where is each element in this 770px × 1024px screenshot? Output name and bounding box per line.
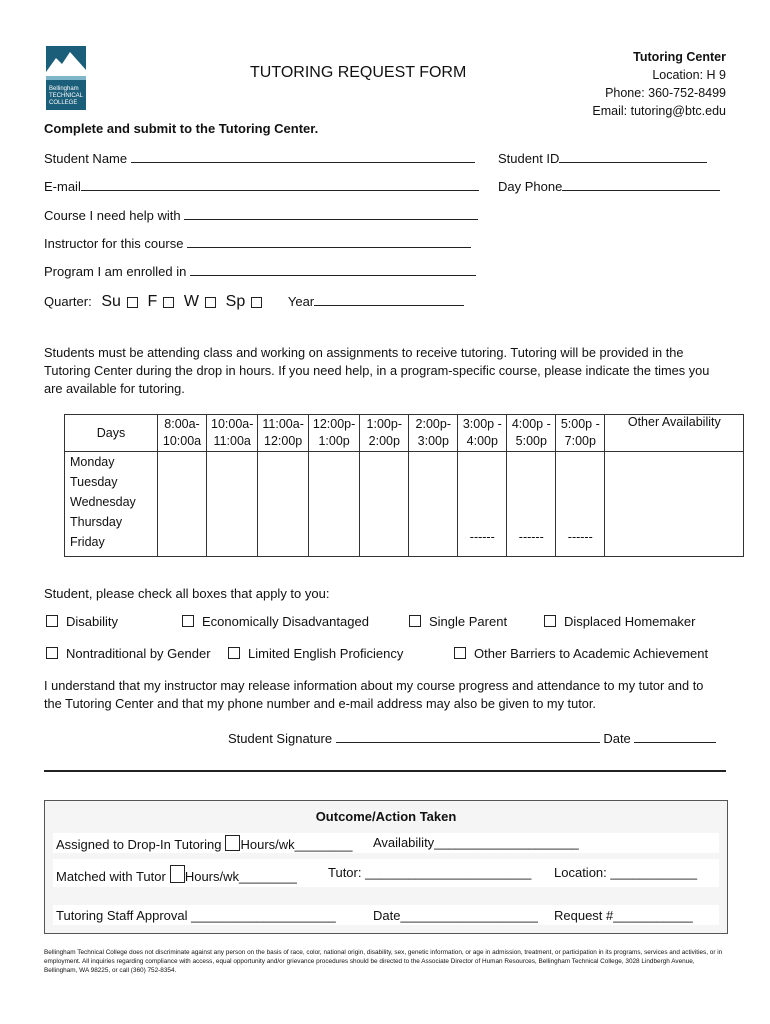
quarter-label: Quarter: bbox=[44, 294, 92, 309]
instructions: Complete and submit to the Tutoring Center. bbox=[44, 121, 319, 136]
nondiscrimination-footer: Bellingham Technical College does not discriminate against any person on the basis of race, color, national origin, disability, sex, genetic information, or age in admission, treatment, or participation in its programs, services and activities, or in employment. All inquiries regarding compliance with access, equal opportunity and/or grievance procedures should be directed to the Associate Director of Human Resources, Bellingham Technical College, 3028 Lindbergh Avenue, Bellingham, WA 98225, or call (360) 752-8354. bbox=[44, 949, 723, 974]
day-label: Thursday bbox=[70, 515, 123, 529]
course-label: Course I need help with bbox=[44, 208, 181, 223]
checkbox-nontraditional[interactable] bbox=[46, 646, 211, 661]
checkbox-label: Disability bbox=[66, 614, 119, 629]
email-label: E-mail bbox=[44, 179, 81, 194]
day-phone-line[interactable] bbox=[562, 179, 720, 191]
checkbox-icon[interactable] bbox=[228, 647, 240, 659]
approval-text: Tutoring Staff Approval ____________________ bbox=[56, 908, 336, 923]
slot-cell[interactable] bbox=[556, 452, 605, 557]
checkbox-other-barriers[interactable] bbox=[454, 646, 708, 661]
assigned-text: Assigned to Drop-In Tutoring bbox=[56, 837, 222, 852]
student-id-line[interactable] bbox=[559, 151, 707, 163]
checkbox-disability[interactable] bbox=[46, 614, 118, 629]
signature-row bbox=[228, 731, 716, 746]
slot-header bbox=[409, 415, 458, 452]
checkbox-icon[interactable] bbox=[544, 615, 556, 627]
slot-cell[interactable] bbox=[360, 452, 409, 557]
slot-cell[interactable] bbox=[409, 452, 458, 557]
hours2-text: Hours/wk________ bbox=[184, 869, 297, 884]
tutor-text: Tutor: _______________________ bbox=[328, 865, 532, 880]
phone-text: Phone: 360-752-8499 bbox=[605, 86, 726, 100]
slot-header bbox=[258, 415, 308, 452]
approval-date-text: Date___________________ bbox=[373, 908, 538, 923]
quarter-f-label: F bbox=[147, 293, 158, 310]
consent-text: I understand that my instructor may release information about my course progress and attendance to my tutor and to the Tutoring Center and that my phone number and e-mail address may also be given to my tutor. bbox=[44, 678, 704, 711]
course-field[interactable] bbox=[44, 208, 478, 223]
table-header-row bbox=[65, 415, 744, 452]
year-line[interactable] bbox=[314, 294, 464, 306]
slot-end: 2:00p bbox=[368, 434, 400, 448]
outcome-title: Outcome/Action Taken bbox=[315, 809, 457, 824]
day-label: Monday bbox=[70, 455, 115, 469]
checkbox-icon[interactable] bbox=[46, 615, 58, 627]
days-header: Days bbox=[65, 415, 158, 452]
slot-header bbox=[360, 415, 409, 452]
checkbox-single-parent[interactable] bbox=[409, 614, 507, 629]
checkbox-economically-disadvantaged[interactable] bbox=[182, 614, 369, 629]
day-phone-field[interactable] bbox=[498, 179, 720, 194]
checkbox-icon[interactable] bbox=[454, 647, 466, 659]
student-id-field[interactable] bbox=[498, 151, 707, 166]
slot-cell[interactable] bbox=[158, 452, 207, 557]
friday-dash: ------ bbox=[567, 530, 593, 544]
slot-start: 1:00p- bbox=[366, 417, 402, 431]
friday-dash: ------ bbox=[518, 530, 544, 544]
program-line[interactable] bbox=[190, 264, 476, 276]
student-name-line[interactable] bbox=[131, 151, 475, 163]
request-text: Request #___________ bbox=[554, 908, 693, 923]
day-phone-label: Day Phone bbox=[498, 179, 563, 194]
table-body-row bbox=[65, 452, 744, 557]
signature-label: Student Signature bbox=[228, 731, 333, 746]
quarter-field bbox=[44, 293, 464, 311]
slot-start: 4:00p - bbox=[511, 417, 551, 431]
checkbox-displaced-homemaker[interactable] bbox=[544, 614, 696, 629]
date-label: Date bbox=[603, 731, 631, 746]
day-label: Tuesday bbox=[70, 475, 118, 489]
slot-cell[interactable] bbox=[458, 452, 507, 557]
day-label: Wednesday bbox=[70, 495, 136, 509]
assigned-checkbox[interactable] bbox=[225, 835, 240, 851]
checkbox-icon[interactable] bbox=[409, 615, 421, 627]
signature-date-line[interactable] bbox=[634, 731, 716, 743]
mountain-logo-icon bbox=[46, 46, 86, 110]
slot-cell[interactable] bbox=[507, 452, 556, 557]
availability-text: Availability____________________ bbox=[373, 835, 579, 850]
slot-cell[interactable] bbox=[258, 452, 308, 557]
location-text: Location: H 9 bbox=[652, 68, 726, 82]
course-line[interactable] bbox=[184, 208, 478, 220]
slot-end: 3:00p bbox=[417, 434, 449, 448]
instructor-line[interactable] bbox=[187, 236, 471, 248]
slot-header bbox=[507, 415, 556, 452]
outcome-row-matched bbox=[53, 859, 719, 887]
slot-cell[interactable] bbox=[308, 452, 359, 557]
slot-start: 3:00p - bbox=[462, 417, 502, 431]
slot-cell[interactable] bbox=[207, 452, 258, 557]
day-label: Friday bbox=[70, 535, 105, 549]
assigned-label bbox=[56, 835, 353, 852]
slot-end: 7:00p bbox=[564, 434, 596, 448]
slot-start: 11:00a- bbox=[262, 417, 304, 431]
quarter-f-checkbox[interactable] bbox=[163, 297, 174, 308]
matched-checkbox[interactable] bbox=[170, 865, 185, 883]
checkbox-label: Nontraditional by Gender bbox=[66, 646, 211, 661]
year-label: Year bbox=[287, 294, 315, 309]
checkbox-limited-english[interactable] bbox=[228, 646, 403, 661]
slot-end: 1:00p bbox=[318, 434, 350, 448]
slot-end: 4:00p bbox=[466, 434, 498, 448]
slot-end: 5:00p bbox=[515, 434, 547, 448]
checkbox-label: Single Parent bbox=[429, 614, 508, 629]
days-column bbox=[65, 452, 158, 557]
slot-start: 8:00a- bbox=[164, 417, 200, 431]
slot-start: 12:00p- bbox=[312, 417, 356, 431]
outcome-row-assigned bbox=[53, 833, 719, 853]
logo-text-2: TECHNICAL bbox=[49, 93, 84, 99]
other-availability-header: Other Availability bbox=[605, 415, 744, 452]
slot-end: 11:00a bbox=[213, 434, 251, 448]
slot-end: 10:00a bbox=[162, 434, 202, 448]
instructor-field[interactable] bbox=[44, 236, 471, 251]
slot-header bbox=[556, 415, 605, 452]
checkbox-label: Limited English Proficiency bbox=[248, 646, 404, 661]
slot-header bbox=[308, 415, 359, 452]
location-field-text: Location: ____________ bbox=[554, 865, 698, 880]
hours1-text: Hours/wk________ bbox=[240, 837, 353, 852]
outcome-box bbox=[44, 800, 728, 934]
slot-start: 5:00p - bbox=[560, 417, 600, 431]
quarter-w-label: W bbox=[183, 293, 200, 310]
org-name: Tutoring Center bbox=[633, 50, 726, 64]
divider bbox=[44, 770, 726, 772]
quarter-su-checkbox[interactable] bbox=[127, 297, 138, 308]
email-line[interactable] bbox=[81, 179, 479, 191]
checkbox-icon[interactable] bbox=[46, 647, 58, 659]
logo-text-1: Bellingham bbox=[49, 86, 79, 92]
friday-dash: ------ bbox=[469, 530, 495, 544]
slot-header bbox=[458, 415, 507, 452]
program-label: Program I am enrolled in bbox=[44, 264, 187, 279]
slot-end: 12:00p bbox=[264, 434, 303, 448]
email-text: Email: tutoring@btc.edu bbox=[592, 104, 726, 118]
form-title: TUTORING REQUEST FORM bbox=[250, 64, 467, 81]
student-id-label: Student ID bbox=[498, 151, 560, 166]
slot-start: 10:00a- bbox=[211, 417, 254, 431]
logo-text-3: COLLEGE bbox=[49, 100, 78, 106]
quarter-sp-checkbox[interactable] bbox=[251, 297, 262, 308]
slot-header bbox=[207, 415, 258, 452]
college-logo bbox=[46, 46, 86, 110]
checkbox-label: Displaced Homemaker bbox=[564, 614, 696, 629]
other-availability-cell[interactable] bbox=[605, 452, 744, 557]
signature-line[interactable] bbox=[336, 731, 600, 743]
slot-start: 2:00p- bbox=[415, 417, 451, 431]
availability-table bbox=[64, 414, 744, 557]
quarter-sp-label: Sp bbox=[225, 293, 246, 310]
email-field[interactable] bbox=[44, 179, 479, 194]
quarter-w-checkbox[interactable] bbox=[205, 297, 216, 308]
quarter-su-label: Su bbox=[101, 293, 121, 310]
contact-block bbox=[592, 48, 726, 120]
outcome-row-approval bbox=[53, 905, 719, 925]
instructor-label: Instructor for this course bbox=[44, 236, 184, 251]
checkbox-label: Other Barriers to Academic Achievement bbox=[474, 646, 709, 661]
program-field[interactable] bbox=[44, 264, 476, 279]
student-name-field[interactable] bbox=[44, 151, 475, 166]
attendance-note: Students must be attending class and working on assignments to receive tutoring. Tutoring will be provided in the Tutoring Center during the drop in hours. If you need help, in a program-specific course, please indicate the times you are available for tutoring. bbox=[44, 345, 710, 396]
slot-header bbox=[158, 415, 207, 452]
checkbox-label: Economically Disadvantaged bbox=[202, 614, 369, 629]
checkbox-icon[interactable] bbox=[182, 615, 194, 627]
matched-text: Matched with Tutor bbox=[56, 869, 166, 884]
checkbox-prompt: Student, please check all boxes that apply to you: bbox=[44, 586, 330, 601]
student-name-label: Student Name bbox=[44, 151, 128, 166]
matched-label bbox=[56, 865, 297, 884]
